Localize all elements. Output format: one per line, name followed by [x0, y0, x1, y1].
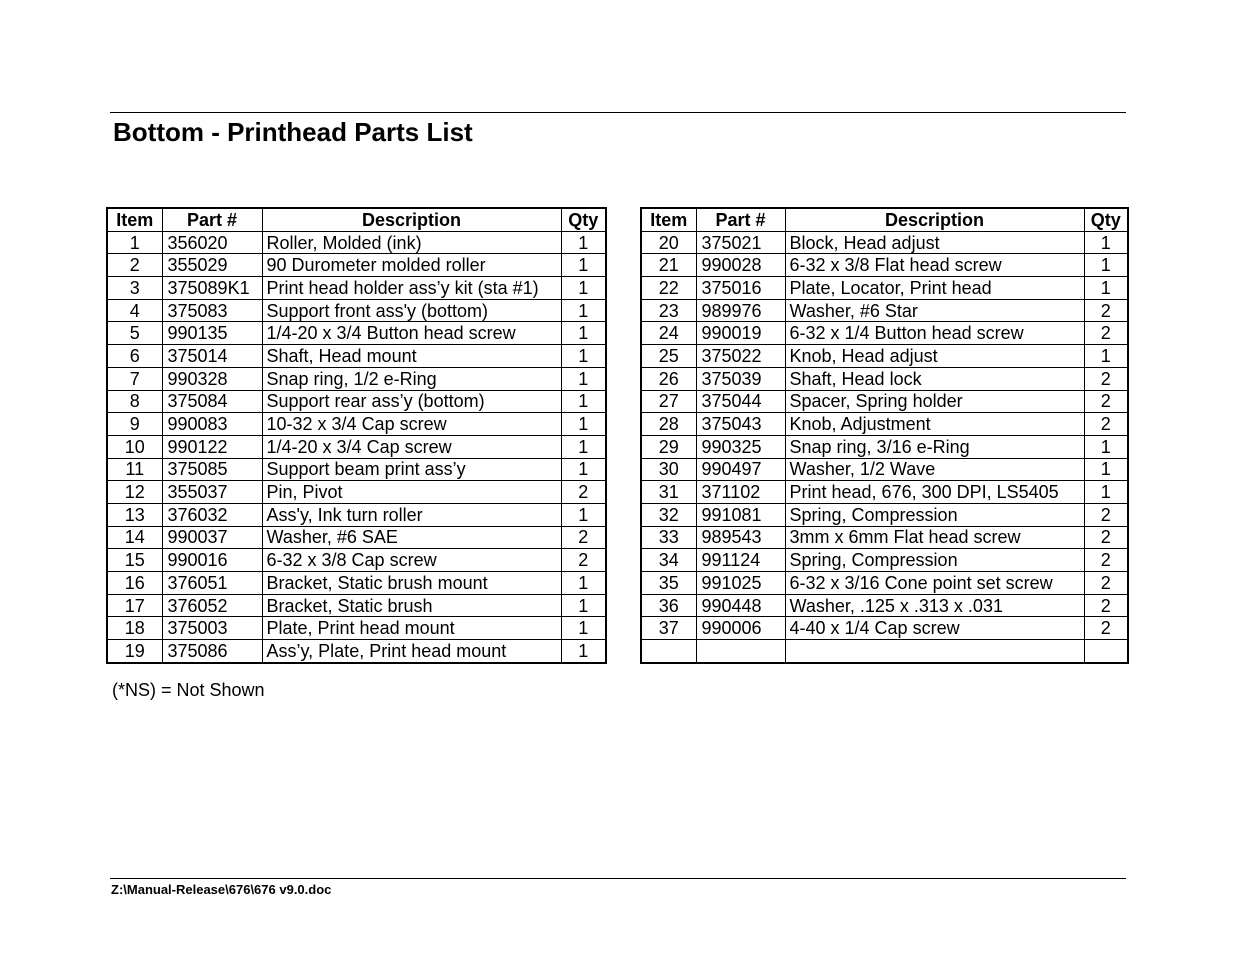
table-row — [641, 367, 1128, 390]
item-number-cell: 19 — [107, 640, 162, 663]
item-number-cell: 11 — [107, 458, 162, 481]
quantity-cell: 2 — [561, 549, 606, 572]
item-number-cell: 1 — [107, 231, 162, 254]
part-number-cell: 371102 — [696, 481, 785, 504]
description-cell: Washer, #6 Star — [785, 299, 1084, 322]
part-number-cell: 375014 — [162, 345, 262, 368]
part-number-cell: 375039 — [696, 367, 785, 390]
part-number-cell: 375084 — [162, 390, 262, 413]
description-cell: Block, Head adjust — [785, 231, 1084, 254]
item-number-cell — [641, 640, 696, 663]
part-number-cell: 990122 — [162, 435, 262, 458]
quantity-cell: 1 — [1084, 435, 1128, 458]
quantity-cell: 2 — [1084, 526, 1128, 549]
description-cell: 1/4-20 x 3/4 Cap screw — [262, 435, 561, 458]
quantity-cell: 1 — [561, 435, 606, 458]
part-number-cell — [696, 640, 785, 663]
item-number-cell: 9 — [107, 413, 162, 436]
table-row — [641, 231, 1128, 254]
table-row — [107, 254, 606, 277]
table-row — [107, 481, 606, 504]
part-number-cell: 375022 — [696, 345, 785, 368]
description-cell: Washer, #6 SAE — [262, 526, 561, 549]
part-number-cell: 356020 — [162, 231, 262, 254]
quantity-cell: 2 — [1084, 549, 1128, 572]
item-number-cell: 33 — [641, 526, 696, 549]
quantity-cell: 2 — [1084, 322, 1128, 345]
item-number-cell: 14 — [107, 526, 162, 549]
parts-table-right-body — [641, 231, 1128, 663]
item-number-cell: 28 — [641, 413, 696, 436]
description-cell: Snap ring, 1/2 e-Ring — [262, 367, 561, 390]
table-row — [107, 413, 606, 436]
table-row — [641, 299, 1128, 322]
part-number-cell: 375089K1 — [162, 277, 262, 300]
parts-table-left — [106, 207, 607, 664]
description-cell: Snap ring, 3/16 e-Ring — [785, 435, 1084, 458]
quantity-cell: 2 — [1084, 390, 1128, 413]
part-number-cell: 375016 — [696, 277, 785, 300]
part-number-cell: 991124 — [696, 549, 785, 572]
item-number-cell: 17 — [107, 594, 162, 617]
part-number-cell: 375043 — [696, 413, 785, 436]
table-row — [641, 435, 1128, 458]
table-row — [641, 277, 1128, 300]
column-header-qty: Qty — [561, 208, 606, 231]
part-number-cell: 375044 — [696, 390, 785, 413]
quantity-cell: 2 — [1084, 413, 1128, 436]
item-number-cell: 26 — [641, 367, 696, 390]
part-number-cell: 375086 — [162, 640, 262, 663]
table-row — [107, 435, 606, 458]
parts-table-right — [640, 207, 1129, 664]
description-cell: Washer, .125 x .313 x .031 — [785, 594, 1084, 617]
description-cell: Roller, Molded (ink) — [262, 231, 561, 254]
part-number-cell: 989543 — [696, 526, 785, 549]
description-cell: 6-32 x 3/16 Cone point set screw — [785, 572, 1084, 595]
quantity-cell: 1 — [1084, 254, 1128, 277]
table-row — [641, 549, 1128, 572]
quantity-cell: 1 — [561, 390, 606, 413]
part-number-cell: 990497 — [696, 458, 785, 481]
item-number-cell: 31 — [641, 481, 696, 504]
column-header-description: Description — [785, 208, 1084, 231]
quantity-cell: 1 — [561, 254, 606, 277]
header-rule — [110, 112, 1126, 113]
part-number-cell: 375085 — [162, 458, 262, 481]
item-number-cell: 4 — [107, 299, 162, 322]
item-number-cell: 20 — [641, 231, 696, 254]
table-header-row — [641, 208, 1128, 231]
item-number-cell: 23 — [641, 299, 696, 322]
description-cell: 10-32 x 3/4 Cap screw — [262, 413, 561, 436]
quantity-cell: 2 — [561, 526, 606, 549]
description-cell: Pin, Pivot — [262, 481, 561, 504]
description-cell: 6-32 x 3/8 Cap screw — [262, 549, 561, 572]
column-header-description: Description — [262, 208, 561, 231]
footer-file-path: Z:\Manual-Release\676\676 v9.0.doc — [111, 882, 332, 897]
table-row — [641, 572, 1128, 595]
table-row — [641, 617, 1128, 640]
quantity-cell: 2 — [1084, 617, 1128, 640]
item-number-cell: 13 — [107, 503, 162, 526]
table-row — [641, 413, 1128, 436]
description-cell: Knob, Head adjust — [785, 345, 1084, 368]
quantity-cell: 1 — [561, 277, 606, 300]
table-row — [107, 640, 606, 663]
description-cell: Shaft, Head mount — [262, 345, 561, 368]
part-number-cell: 990028 — [696, 254, 785, 277]
table-row — [641, 481, 1128, 504]
table-row — [107, 322, 606, 345]
item-number-cell: 27 — [641, 390, 696, 413]
part-number-cell: 990135 — [162, 322, 262, 345]
description-cell: Plate, Locator, Print head — [785, 277, 1084, 300]
table-row — [107, 277, 606, 300]
quantity-cell: 1 — [1084, 458, 1128, 481]
table-row — [641, 254, 1128, 277]
description-cell: Support front ass'y (bottom) — [262, 299, 561, 322]
part-number-cell: 991081 — [696, 503, 785, 526]
part-number-cell: 991025 — [696, 572, 785, 595]
page-title: Bottom - Printhead Parts List — [113, 117, 473, 147]
quantity-cell: 1 — [561, 367, 606, 390]
item-number-cell: 24 — [641, 322, 696, 345]
item-number-cell: 3 — [107, 277, 162, 300]
item-number-cell: 35 — [641, 572, 696, 595]
column-header-part: Part # — [696, 208, 785, 231]
item-number-cell: 22 — [641, 277, 696, 300]
column-header-item: Item — [107, 208, 162, 231]
part-number-cell: 376052 — [162, 594, 262, 617]
description-cell: 3mm x 6mm Flat head screw — [785, 526, 1084, 549]
item-number-cell: 32 — [641, 503, 696, 526]
table-row — [641, 503, 1128, 526]
item-number-cell: 29 — [641, 435, 696, 458]
item-number-cell: 25 — [641, 345, 696, 368]
table-row — [107, 594, 606, 617]
table-row — [107, 617, 606, 640]
quantity-cell: 2 — [1084, 572, 1128, 595]
table-row — [107, 526, 606, 549]
description-cell: Ass’y, Plate, Print head mount — [262, 640, 561, 663]
table-row — [641, 594, 1128, 617]
table-row — [107, 549, 606, 572]
quantity-cell: 1 — [561, 617, 606, 640]
item-number-cell: 5 — [107, 322, 162, 345]
description-cell: Spring, Compression — [785, 549, 1084, 572]
part-number-cell: 990037 — [162, 526, 262, 549]
column-header-item: Item — [641, 208, 696, 231]
footer-rule — [110, 878, 1126, 879]
description-cell: Knob, Adjustment — [785, 413, 1084, 436]
part-number-cell: 990083 — [162, 413, 262, 436]
quantity-cell: 1 — [1084, 231, 1128, 254]
item-number-cell: 8 — [107, 390, 162, 413]
description-cell: 1/4-20 x 3/4 Button head screw — [262, 322, 561, 345]
quantity-cell: 1 — [561, 299, 606, 322]
item-number-cell: 12 — [107, 481, 162, 504]
part-number-cell: 990448 — [696, 594, 785, 617]
table-row — [641, 390, 1128, 413]
quantity-cell: 1 — [561, 640, 606, 663]
table-row — [107, 390, 606, 413]
item-number-cell: 34 — [641, 549, 696, 572]
column-header-qty: Qty — [1084, 208, 1128, 231]
table-row — [107, 503, 606, 526]
quantity-cell: 2 — [1084, 503, 1128, 526]
description-cell: Shaft, Head lock — [785, 367, 1084, 390]
quantity-cell: 1 — [561, 322, 606, 345]
item-number-cell: 7 — [107, 367, 162, 390]
quantity-cell: 1 — [561, 231, 606, 254]
description-cell: Ass'y, Ink turn roller — [262, 503, 561, 526]
part-number-cell: 355029 — [162, 254, 262, 277]
quantity-cell: 1 — [561, 458, 606, 481]
quantity-cell: 1 — [561, 413, 606, 436]
item-number-cell: 16 — [107, 572, 162, 595]
quantity-cell: 2 — [1084, 367, 1128, 390]
description-cell: Bracket, Static brush mount — [262, 572, 561, 595]
item-number-cell: 21 — [641, 254, 696, 277]
description-cell: Spacer, Spring holder — [785, 390, 1084, 413]
quantity-cell: 2 — [1084, 594, 1128, 617]
description-cell: 90 Durometer molded roller — [262, 254, 561, 277]
part-number-cell: 376051 — [162, 572, 262, 595]
description-cell: Print head holder ass’y kit (sta #1) — [262, 277, 561, 300]
part-number-cell: 990019 — [696, 322, 785, 345]
quantity-cell: 1 — [561, 503, 606, 526]
description-cell: Print head, 676, 300 DPI, LS5405 — [785, 481, 1084, 504]
table-row — [641, 640, 1128, 663]
quantity-cell: 1 — [561, 594, 606, 617]
item-number-cell: 6 — [107, 345, 162, 368]
item-number-cell: 15 — [107, 549, 162, 572]
part-number-cell: 376032 — [162, 503, 262, 526]
quantity-cell: 2 — [561, 481, 606, 504]
table-row — [641, 322, 1128, 345]
quantity-cell: 1 — [561, 572, 606, 595]
quantity-cell: 2 — [1084, 299, 1128, 322]
part-number-cell: 375021 — [696, 231, 785, 254]
footnote: (*NS) = Not Shown — [112, 680, 265, 700]
description-cell: Washer, 1/2 Wave — [785, 458, 1084, 481]
part-number-cell: 990325 — [696, 435, 785, 458]
description-cell: Bracket, Static brush — [262, 594, 561, 617]
table-row — [107, 367, 606, 390]
description-cell — [785, 640, 1084, 663]
part-number-cell: 355037 — [162, 481, 262, 504]
description-cell: Support rear ass’y (bottom) — [262, 390, 561, 413]
quantity-cell: 1 — [561, 345, 606, 368]
item-number-cell: 30 — [641, 458, 696, 481]
item-number-cell: 10 — [107, 435, 162, 458]
quantity-cell — [1084, 640, 1128, 663]
description-cell: Support beam print ass’y — [262, 458, 561, 481]
part-number-cell: 990328 — [162, 367, 262, 390]
table-row — [641, 345, 1128, 368]
item-number-cell: 36 — [641, 594, 696, 617]
item-number-cell: 2 — [107, 254, 162, 277]
part-number-cell: 375083 — [162, 299, 262, 322]
parts-table-left-body — [107, 231, 606, 663]
part-number-cell: 990006 — [696, 617, 785, 640]
table-row — [641, 526, 1128, 549]
item-number-cell: 18 — [107, 617, 162, 640]
table-row — [107, 231, 606, 254]
quantity-cell: 1 — [1084, 277, 1128, 300]
part-number-cell: 989976 — [696, 299, 785, 322]
item-number-cell: 37 — [641, 617, 696, 640]
table-row — [641, 458, 1128, 481]
part-number-cell: 990016 — [162, 549, 262, 572]
table-row — [107, 345, 606, 368]
column-header-part: Part # — [162, 208, 262, 231]
table-row — [107, 572, 606, 595]
description-cell: 6-32 x 3/8 Flat head screw — [785, 254, 1084, 277]
description-cell: 6-32 x 1/4 Button head screw — [785, 322, 1084, 345]
table-row — [107, 299, 606, 322]
description-cell: Plate, Print head mount — [262, 617, 561, 640]
part-number-cell: 375003 — [162, 617, 262, 640]
description-cell: Spring, Compression — [785, 503, 1084, 526]
description-cell: 4-40 x 1/4 Cap screw — [785, 617, 1084, 640]
table-row — [107, 458, 606, 481]
quantity-cell: 1 — [1084, 481, 1128, 504]
table-header-row — [107, 208, 606, 231]
quantity-cell: 1 — [1084, 345, 1128, 368]
